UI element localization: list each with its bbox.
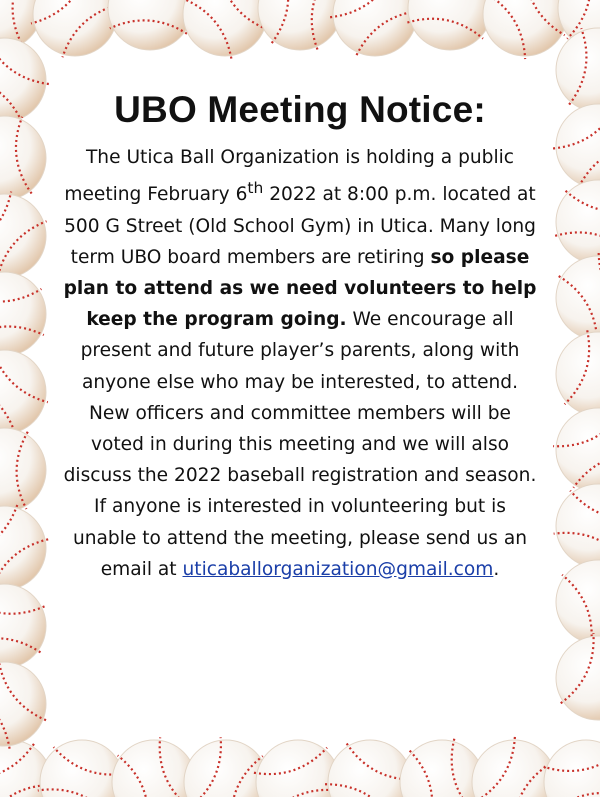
baseball-icon (112, 737, 196, 797)
baseball-icon (0, 659, 46, 748)
baseball-icon (472, 737, 556, 797)
baseball-icon (555, 180, 600, 264)
volunteer-call: so please plan to attend as we need volunteers to help keep the program going. (63, 246, 537, 331)
email-link[interactable]: uticaballorganization@gmail.com (182, 558, 494, 580)
body-text-1: The Utica Ball Organization is holding a public meeting February 6 (64, 147, 515, 206)
baseball-icon (31, 0, 119, 57)
ordinal-suffix: th (247, 179, 264, 198)
baseball-icon (108, 0, 192, 50)
baseball-icon (483, 0, 567, 59)
notice-content (60, 80, 540, 585)
baseball-icon (556, 558, 600, 647)
body-text-2: 2022 at 8:00 p.m. located at 500 G Street (Old School Gym) in Utica. Many long term UBO board members are retiring (64, 184, 536, 268)
baseball-icon (400, 739, 484, 797)
baseball-icon (407, 0, 492, 50)
baseball-icon (553, 104, 600, 188)
baseball-icon (556, 28, 600, 112)
baseball-icon (330, 0, 420, 56)
baseball-icon (556, 633, 600, 723)
baseball-icon (0, 349, 48, 436)
page-title: UBO Meeting Notice: (114, 89, 486, 130)
baseball-icon (0, 428, 46, 512)
baseball-icon (556, 253, 600, 343)
baseball-icon (554, 484, 600, 568)
baseball-icon (0, 38, 49, 122)
baseball-icon (258, 0, 342, 50)
baseball-icon (183, 0, 268, 59)
baseball-icon (0, 272, 46, 356)
end-punctuation: . (493, 558, 500, 580)
baseball-icon (0, 584, 46, 668)
baseball-icon (553, 408, 600, 492)
baseball-icon (184, 737, 268, 797)
notice-body (60, 142, 540, 585)
baseball-icon (544, 740, 600, 797)
baseball-icon (0, 116, 46, 200)
body-text-3: We encourage all present and future player’s parents, along with anyone else who may be interested, to attend. New officers and committee members will be voted in during this meeting and we will also discuss the 2022 baseball registration and season. If anyone is interested in volunteering but is unable to attend the meeting, please send us an email at (63, 309, 537, 580)
baseball-icon (556, 330, 600, 417)
baseball-icon (0, 192, 47, 281)
baseball-icon (0, 505, 48, 591)
